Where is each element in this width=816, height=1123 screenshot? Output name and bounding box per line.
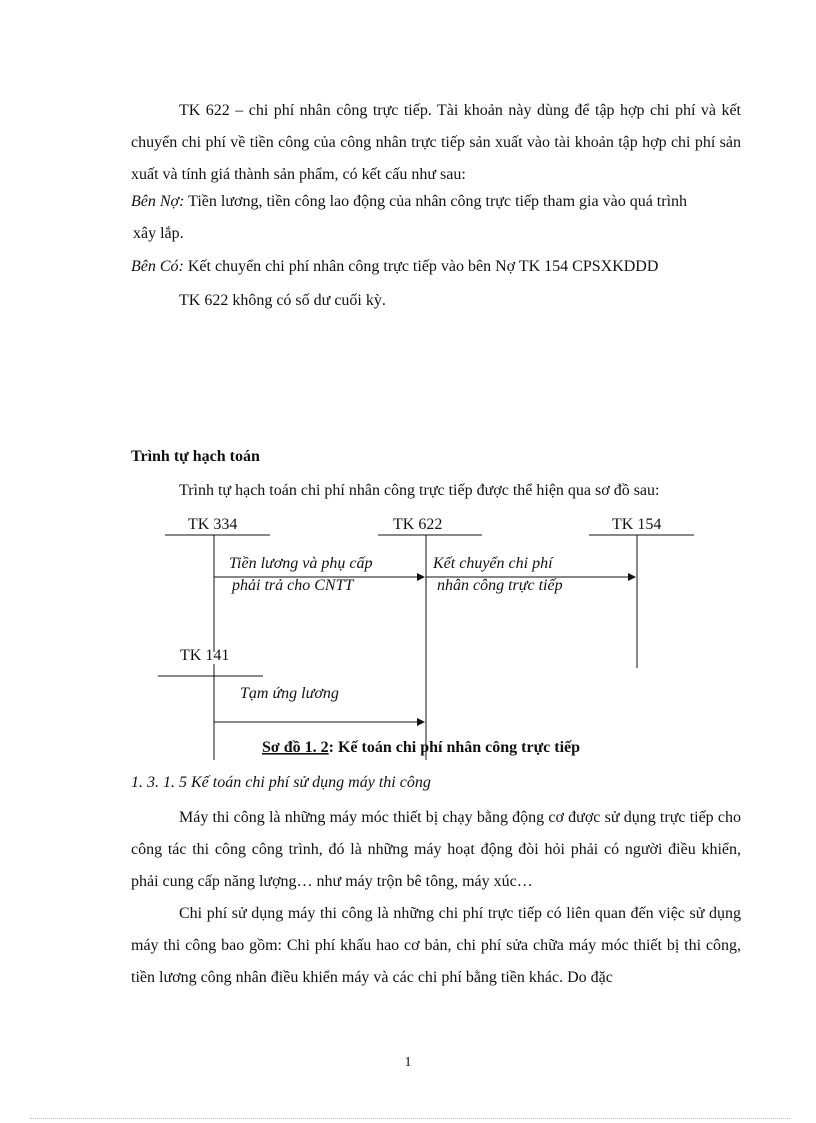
account-tk334-label: TK 334	[188, 516, 238, 533]
section-heading-accounting-sequence: Trình tự hạch toán	[131, 448, 260, 465]
diagram-caption-number: Sơ đồ 1. 2	[262, 739, 329, 756]
tk622-no-balance: TK 622 không có số dư cuối kỳ.	[179, 292, 386, 309]
page-number: 1	[404, 1055, 412, 1070]
footer-dotted-rule	[30, 1118, 790, 1119]
paragraph-machine-costs: Chi phí sử dụng máy thi công là những chi phí trực tiếp có liên quan đến việc sử dụng máy thi công bao gồm: Chi phí khấu hao cơ bản, chi phí sửa chữa máy móc thiết bị thi công, tiền lương công nhân điều khiển máy và các chi phí bằng tiền khác. Do đặc	[131, 905, 741, 986]
diagram-caption-text: : Kế toán chi phí nhân công trực tiếp	[328, 739, 581, 756]
diagram-caption	[262, 739, 580, 756]
account-tk141-label: TK 141	[180, 647, 230, 664]
account-tk154-label: TK 154	[612, 516, 662, 533]
flow-wages-label-1: Tiền lương và phụ cấp	[229, 555, 373, 572]
debit-side-text-cont: xây lắp.	[133, 225, 184, 242]
flow-transfer-label-1: Kết chuyển chi phí	[433, 555, 553, 572]
debit-side-text: Tiền lương, tiền công lao động của nhân công trực tiếp tham gia vào quá trình	[184, 193, 688, 210]
debit-side-label: Bên Nợ:	[131, 193, 185, 210]
flow-wages-label-2: phải trả cho CNTT	[232, 577, 354, 594]
credit-side-line	[131, 258, 658, 276]
flow-transfer-label-2: nhân công trực tiếp	[437, 577, 563, 594]
credit-side-text: Kết chuyển chi phí nhân công trực tiếp vào bên Nợ TK 154 CPSXKDDD	[183, 258, 659, 275]
account-tk622-label: TK 622	[393, 516, 443, 533]
paragraph-machine-definition: Máy thi công là những máy móc thiết bị chạy bằng động cơ được sử dụng trực tiếp cho công tác thi công công trình, đó là những máy hoạt động đòi hỏi phải có người điều khiển, phải cung cấp năng lượng… như máy trộn bê tông, máy xúc…	[131, 809, 741, 890]
paragraph-tk622-intro: TK 622 – chi phí nhân công trực tiếp. Tài khoản này dùng để tập hợp chi phí và kết chuyển chi phí về tiền công của công nhân trực tiếp sản xuất vào tài khoản tập hợp chi phí sản xuất và tính giá thành sản phẩm, có kết cấu như sau:	[131, 102, 741, 183]
flow-advance-label: Tạm ứng lương	[240, 685, 339, 702]
accounting-sequence-intro: Trình tự hạch toán chi phí nhân công trực tiếp được thể hiện qua sơ đồ sau:	[179, 482, 660, 499]
debit-side-line	[131, 193, 687, 211]
section-heading-machine-costs: 1. 3. 1. 5 Kế toán chi phí sử dụng máy thi công	[131, 774, 431, 791]
credit-side-label: Bên Có:	[131, 258, 184, 275]
